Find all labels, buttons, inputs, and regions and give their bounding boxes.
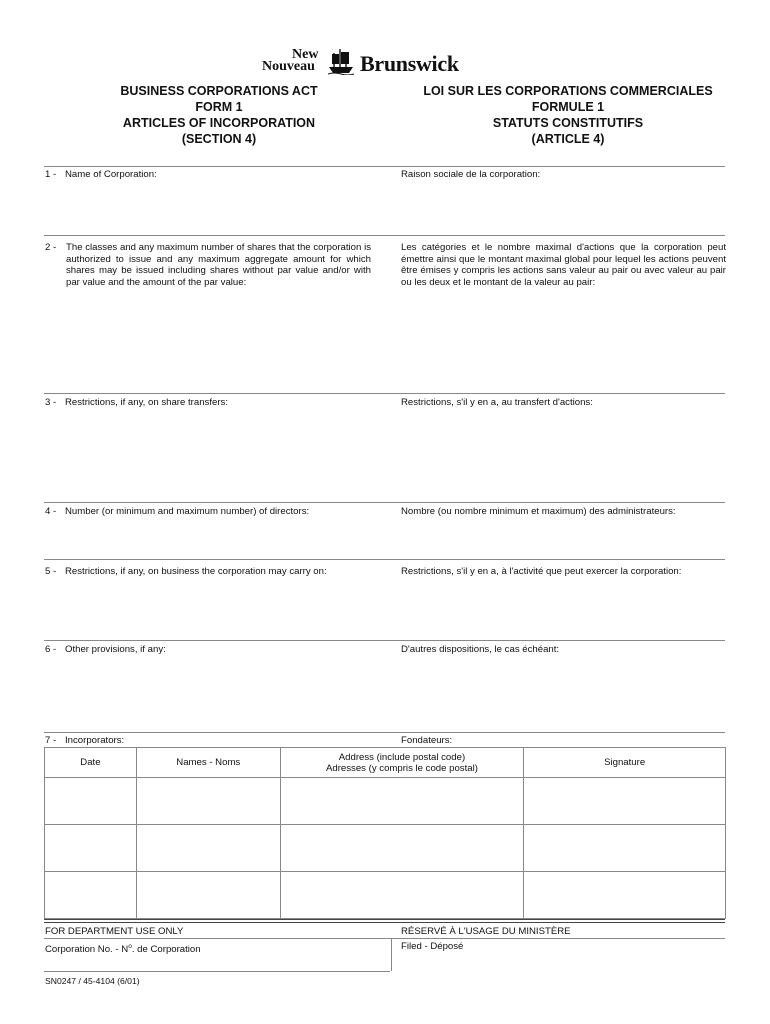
section-2-num: 2 -	[45, 242, 57, 253]
section-4-label-en: 4 - Number (or minimum and maximum number) of directors:	[45, 506, 310, 517]
name-cell[interactable]	[136, 778, 280, 825]
divider	[44, 559, 725, 560]
address-header-fr: Adresses (y compris le code postal)	[325, 762, 478, 774]
form-code: SN0247 / 45-4104 (6/01)	[45, 976, 140, 986]
section-2-label-fr: Les catégories et le nombre maximal d'actions que la corporation peut émettre ainsi que le montant maximal global pour lequel les actions peuvent être émises y compris les actions sans valeur au pair ou avec valeur au pair ou les deux et le montant de la valeur au pair:	[401, 242, 726, 288]
divider	[44, 732, 725, 733]
address-cell[interactable]	[280, 778, 524, 825]
section-7-label-en: 7 - Incorporators:	[45, 735, 125, 746]
address-cell[interactable]	[280, 872, 524, 919]
date-cell[interactable]	[45, 778, 137, 825]
dept-divider	[44, 938, 725, 939]
section-7-label-fr: Fondateurs:	[401, 735, 453, 746]
section-3-label-fr: Restrictions, s'il y en a, au transfert d'actions:	[401, 397, 593, 408]
filed-label: Filed - Déposé	[401, 941, 464, 952]
section-6-field[interactable]	[44, 658, 726, 730]
signature-cell[interactable]	[524, 778, 726, 825]
col-signature-header: Signature	[524, 748, 726, 778]
name-cell[interactable]	[136, 825, 280, 872]
logo-brunswick: Brunswick	[360, 51, 459, 76]
section-4-label-fr: Nombre (ou nombre minimum et maximum) des administrateurs:	[401, 506, 676, 517]
table-header-row	[45, 748, 726, 778]
signature-cell[interactable]	[524, 825, 726, 872]
divider	[44, 640, 725, 641]
section-2-field[interactable]	[44, 292, 726, 390]
section-1-field[interactable]	[44, 182, 726, 232]
address-cell[interactable]	[280, 825, 524, 872]
signature-cell[interactable]	[524, 872, 726, 919]
dept-use-label-fr: RÉSERVÉ À L'USAGE DU MINISTÈRE	[401, 926, 571, 937]
date-cell[interactable]	[45, 872, 137, 919]
section-5-field[interactable]	[44, 580, 726, 637]
section-5-label-fr: Restrictions, s'il y en a, à l'activité que peut exercer la corporation:	[401, 566, 682, 577]
dept-use-label-en: FOR DEPARTMENT USE ONLY	[45, 926, 184, 937]
header-french	[390, 83, 746, 147]
header-english	[60, 83, 378, 147]
col-date-header: Date	[45, 748, 137, 778]
dept-column-divider	[391, 938, 392, 971]
section-5-label-en: 5 - Restrictions, if any, on business the corporation may carry on:	[45, 566, 327, 577]
section-3-label-en: 3 - Restrictions, if any, on share transfers:	[45, 397, 228, 408]
dept-divider-top	[44, 919, 725, 920]
header-fr-act: LOI SUR LES CORPORATIONS COMMERCIALES	[423, 84, 713, 98]
table-row	[45, 872, 726, 919]
section-2-label-en: The classes and any maximum number of shares that the corporation is authorized to issue and any maximum aggregate amount for which shares may be issued including shares without par value and/or with par value and the amount of the par value:	[66, 242, 371, 288]
filed-field[interactable]	[393, 953, 726, 970]
section-4-field[interactable]	[44, 520, 726, 556]
address-header-en: Address (include postal code)	[338, 751, 466, 763]
section-1-label-en: 1 - Name of Corporation:	[45, 169, 157, 180]
incorporators-table	[44, 747, 726, 919]
header-en-title: ARTICLES OF INCORPORATION	[122, 116, 316, 130]
divider	[44, 502, 725, 503]
section-6-label-fr: D'autres dispositions, le cas échéant:	[401, 644, 560, 655]
section-1-label-fr: Raison sociale de la corporation:	[401, 169, 541, 180]
divider	[44, 393, 725, 394]
header-en-section: (SECTION 4)	[181, 132, 257, 146]
logo-new: New	[292, 47, 319, 62]
section-3-field[interactable]	[44, 412, 726, 500]
corporation-number-line	[44, 971, 390, 972]
ship-icon	[328, 47, 354, 75]
name-cell[interactable]	[136, 872, 280, 919]
table-row	[45, 778, 726, 825]
table-row	[45, 825, 726, 872]
divider	[44, 235, 725, 236]
header-fr-section: (ARTICLE 4)	[531, 132, 605, 146]
header-en-act: BUSINESS CORPORATIONS ACT	[120, 84, 318, 98]
header-fr-title: STATUTS CONSTITUTIFS	[492, 116, 644, 130]
dept-divider-bottom	[44, 922, 725, 923]
section-6-label-en: 6 - Other provisions, if any:	[45, 644, 166, 655]
nb-logo	[262, 47, 492, 77]
corporation-number-field[interactable]	[44, 953, 389, 970]
header-en-form: FORM 1	[195, 100, 243, 114]
col-names-header: Names - Noms	[136, 748, 280, 778]
logo-nouveau: Nouveau	[262, 59, 315, 74]
header-fr-form: FORMULE 1	[531, 100, 605, 114]
corporation-number-label: Corporation No. - $N^o$. de Corporation	[45, 943, 201, 956]
col-address-header	[280, 748, 524, 778]
divider	[44, 166, 725, 167]
date-cell[interactable]	[45, 825, 137, 872]
